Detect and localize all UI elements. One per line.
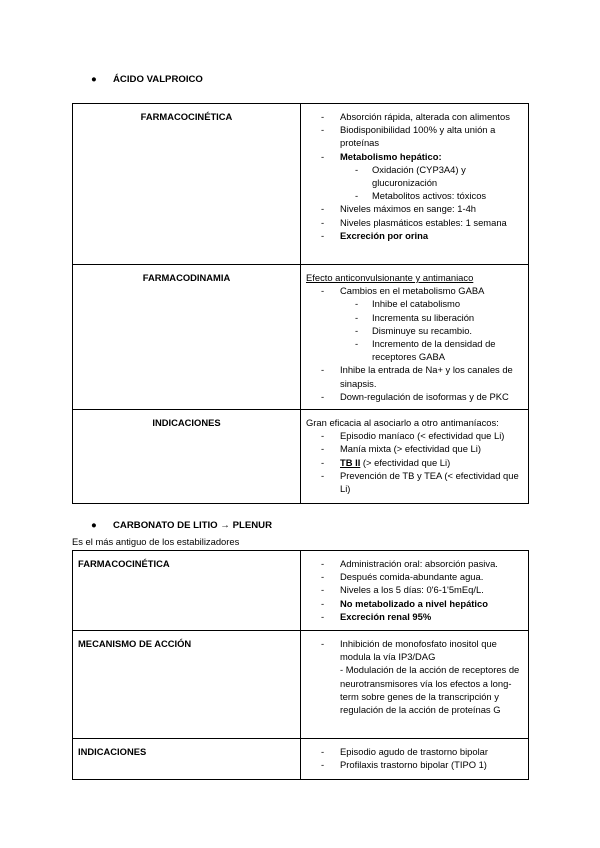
item-list [306,284,523,403]
list-item: - Prevención de TB y TEA (< efectividad que Li) [321,469,519,495]
row-lead-text: Efecto anticonvulsionante y antimaniaco [306,272,474,283]
row-label: MECANISMO DE ACCIÓN [73,631,301,739]
row-label: INDICACIONES [73,410,301,504]
row-label: FARMACOCINÉTICA [73,104,301,265]
row-content [301,631,529,739]
sub-item: - Incrementa su liberación [355,311,475,323]
list-item: - Absorción rápida, alterada con alimentos [321,111,510,122]
sub-item: - Oxidación (CYP3A4) y glucuronización [355,163,466,189]
row-content [301,739,529,780]
row-content [301,104,529,265]
sub-item: - Incremento de la densidad de receptores GABA [355,338,496,363]
list-item: - Profilaxis trastorno bipolar (TIPO 1) [321,759,487,771]
list-item: - No metabolizado a nivel hepático [321,597,488,609]
table-row [73,410,529,504]
list-item: - Cambios en el metabolismo GABA - Inhibe el catabolismo - Incrementa su liberación - Disminuye su recambio. - Incremento de la densidad de receptores GABA [306,284,523,363]
section-title: CARBONATO DE LITIO → PLENUR [113,520,273,531]
list-item: - Excreción renal 95% [321,610,432,622]
table-row [73,631,529,739]
list-item: - Inhibe la entrada de Na+ y los canales de sinapsis. [321,364,513,389]
list-item: - Administración oral: absorción pasiva. [321,558,498,569]
sub-item: - Disminuye su recambio. [355,324,473,336]
valproic-acid-table [72,103,529,504]
list-item: - Niveles máximos en sange: 1-4h [321,203,477,215]
sub-item: - Metabolitos activos: tóxicos [355,190,487,202]
list-item: - Después comida-abundante agua. [321,571,484,583]
lithium-table [72,550,529,780]
list-item: - Excreción por orina [321,229,429,241]
list-item: - Episodio agudo de trastorno bipolar [321,746,489,757]
table-row [73,104,529,265]
list-item: - Down-regulación de isoformas y de PKC [321,390,509,402]
section-title: ÁCIDO VALPROICO [113,74,203,85]
row-label: FARMACODINAMIA [73,265,301,410]
item-list [306,110,523,242]
section-intro: Es el más antiguo de los estabilizadores [72,536,240,547]
list-item: - Metabolismo hepático: - Oxidación (CYP3A4) y glucuronización - Metabolitos activos: tóxicos [306,150,523,203]
row-content [301,410,529,504]
section-heading-valproic-acid [91,74,203,85]
sub-list [340,297,523,363]
list-item: - Modulación de la acción de receptores de neurotransmisores vía los efectos a long-term sobre genes de la transcripción y regulación de la acción de proteínas G [340,664,520,716]
list-item: - Inhibición de monofosfato inositol que modula la vía IP3/DAG [321,638,497,663]
list-item: - Niveles plasmáticos estables: 1 semana [321,216,507,228]
bullet-icon: ● [91,520,97,531]
item-list [306,557,523,623]
list-item: - Niveles a los 5 días: 0'6-1'5mEq/L. [321,584,484,596]
item-list [306,637,523,716]
row-content [301,551,529,631]
row-label: INDICACIONES [73,739,301,780]
table-row [73,551,529,631]
item-list [306,745,523,771]
bullet-icon: ● [91,74,97,85]
list-item: - Episodio maníaco (< efectividad que Li) [321,430,505,442]
list-item: - Manía mixta (> efectividad que Li) [321,443,481,455]
section-heading-lithium [91,520,272,531]
item-list [306,429,523,495]
sub-item: - Inhibe el catabolismo [355,298,461,310]
row-label: FARMACOCINÉTICA [73,551,301,631]
table-row [73,739,529,780]
list-item: - TB II (> efectividad que Li) [321,456,451,468]
sub-list [340,163,523,203]
table-row [73,265,529,410]
row-content [301,265,529,410]
row-lead-text: Gran eficacia al asociarlo a otro antimaníacos: [306,417,499,428]
list-item: - Biodisponibilidad 100% y alta unión a proteínas [321,124,496,149]
